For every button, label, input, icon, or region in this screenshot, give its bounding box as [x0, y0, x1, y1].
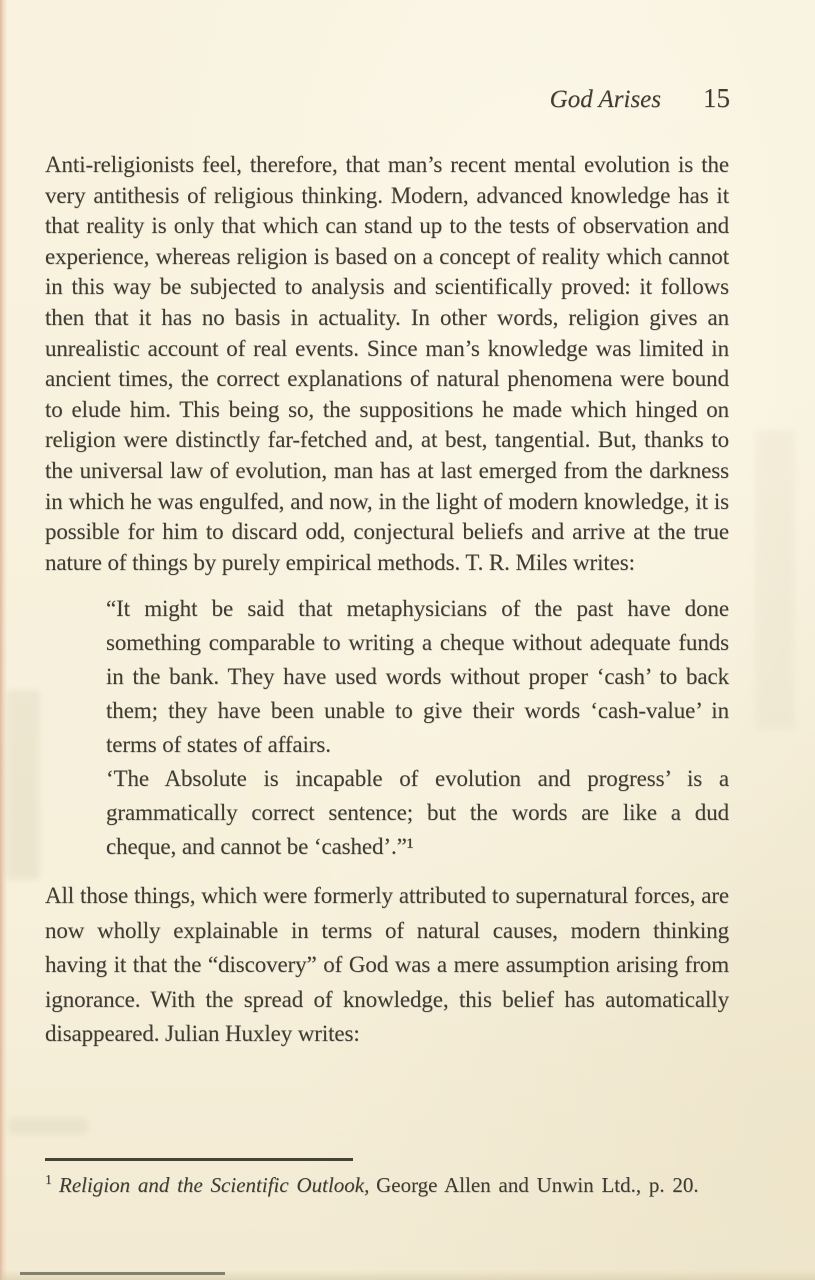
page-number: 15	[703, 83, 730, 113]
running-header	[45, 84, 730, 114]
show-through-artifact	[6, 690, 40, 880]
body-paragraph: Anti-religionists feel, therefore, that man’s recent mental evolution is the very antithesis of religious thinking. Modern, advanced knowledge has it that reality is only that which can stand up to the tests of observation and experience, whereas religion is based on a concept of reality which cannot in this way be subjected to analysis and scientifically proved: it follows then that it has no basis in actuality. In other words, religion gives an unrealistic account of real events. Since man’s knowledge was limited in ancient times, the correct explanations of natural phenomena were bound to elude him. This being so, the suppositions he made which hinged on religion were distinctly far-fetched and, at best, tangential. But, thanks to the universal law of evolution, man has at last emerged from the darkness in which he was engulfed, and now, in the light of modern knowledge, it is possible for him to discard odd, conjectural beliefs and arrive at the true nature of things by purely empirical methods. T. R. Miles writes:	[45, 152, 729, 575]
quote-paragraph: ‘The Absolute is incapable of evolution and progress’ is a grammatically correct sentence; but the words are like a dud cheque, and cannot be ‘cashed’.”¹	[106, 766, 729, 860]
block-quote	[45, 592, 729, 864]
footnote-marker: 1	[45, 1173, 52, 1188]
scan-artifact	[20, 1272, 225, 1275]
page-content	[45, 150, 729, 1052]
footnote-title: Religion and the Scientific Outlook,	[59, 1173, 370, 1197]
running-header-title: God Arises	[549, 86, 661, 113]
show-through-artifact	[755, 430, 795, 730]
page-edge-shadow	[0, 0, 7, 1280]
footnote	[45, 1158, 729, 1198]
quote-paragraph: “It might be said that metaphysicians of the past have done something comparable to writing a cheque without adequate funds in the bank. They have used words without proper ‘cash’ to back them; they have been unable to give their words ‘cash-value’ in terms of states of affairs.	[106, 596, 729, 758]
show-through-artifact	[8, 1118, 88, 1134]
footnote-text	[45, 1172, 729, 1198]
body-paragraph: All those things, which were formerly attributed to supernatural forces, are now wholly explainable in terms of natural causes, modern thinking having it that the “discovery” of God was a mere assumption arising from ignorance. With the spread of knowledge, this belief has automatically disappeared. Julian Huxley writes:	[45, 883, 729, 1047]
footnote-publisher: George Allen and Unwin Ltd., p. 20.	[376, 1173, 699, 1197]
footnote-rule	[45, 1158, 353, 1161]
